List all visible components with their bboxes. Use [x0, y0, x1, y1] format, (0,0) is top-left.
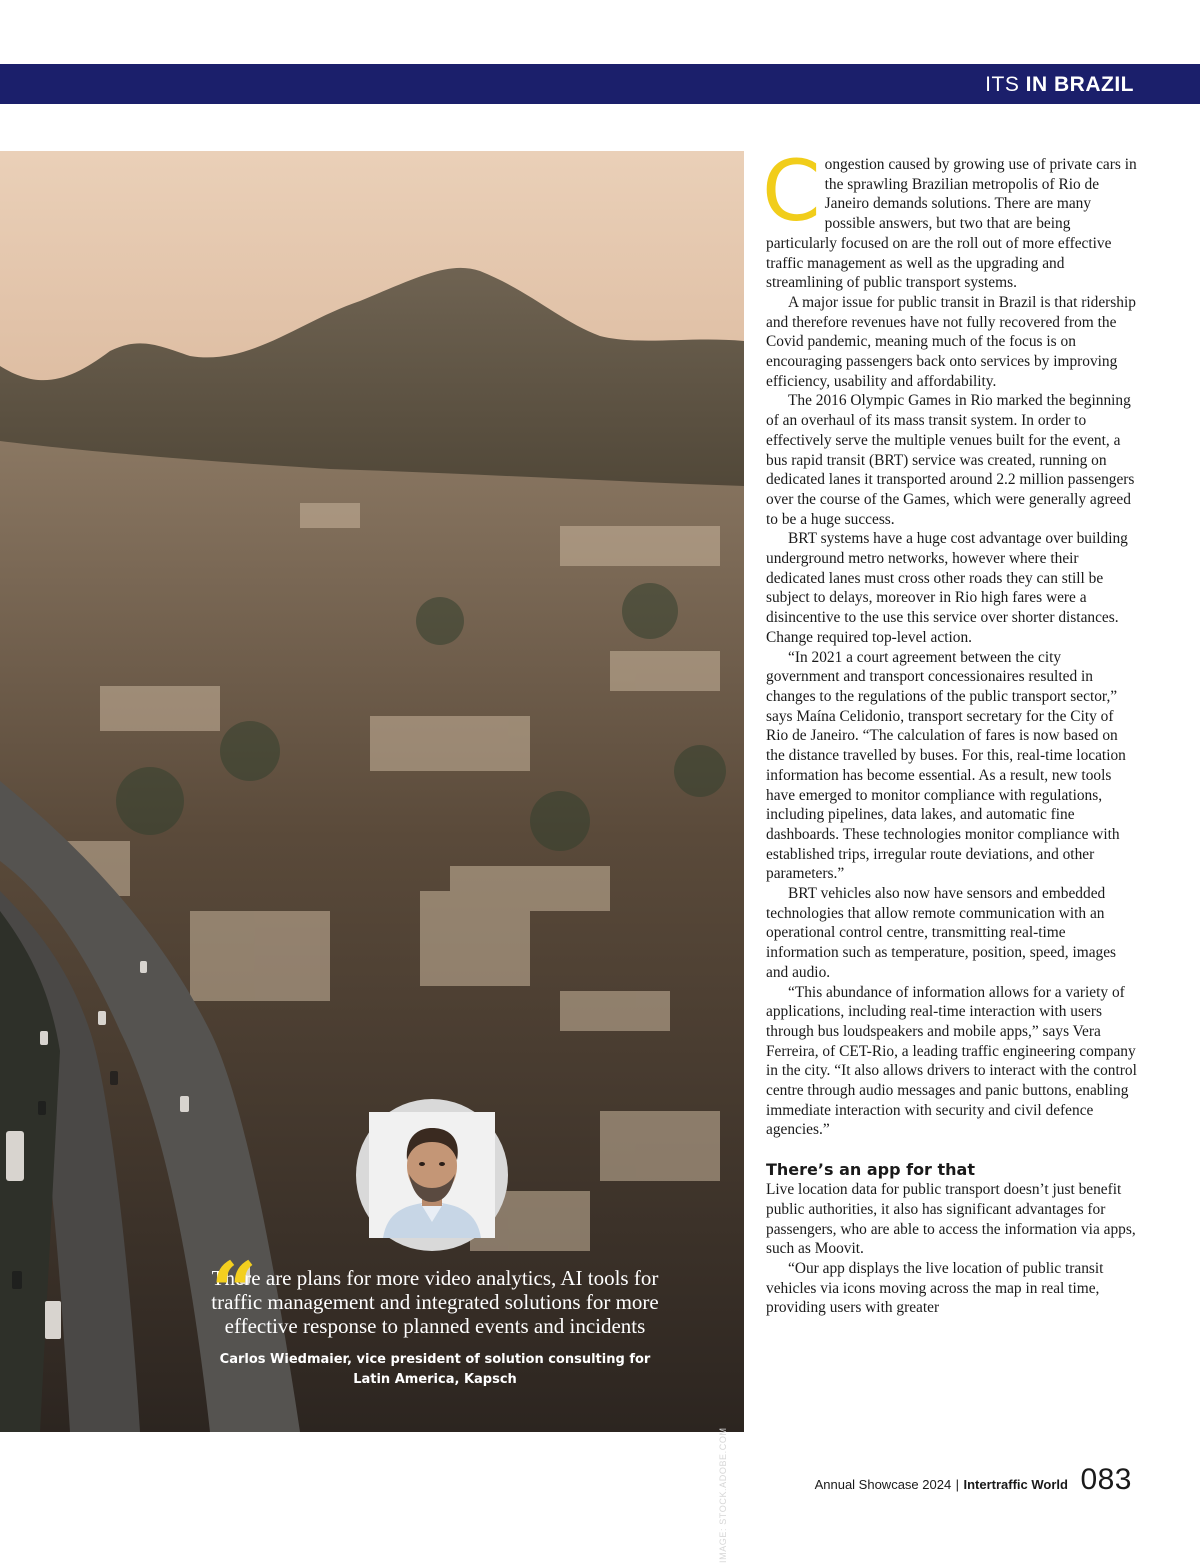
article-paragraph: BRT systems have a huge cost advantage over building underground metro networks, however where their dedicated lanes must cross other roads they can still be subject to delays, moreover in Rio high fares were a disincentive to the use this service over shorter distances. Change required top-level action.: [766, 530, 1128, 646]
section-title: [985, 72, 1134, 98]
article-paragraph: “This abundance of information allows for a variety of applications, including real-time interaction with users through bus loudspeakers and mobile apps,” says Vera Ferreira, of CET-Rio, a leading traffic engineering company in the city. “It also allows drivers to interact with the control centre through audio messages and panic buttons, enabling immediate interaction with security and civil defence agencies.”: [766, 983, 1137, 1139]
pull-quote-text: There are plans for more video analytics, AI tools for traffic management and integrated solutions for more effective response to planned events and incidents: [211, 1266, 659, 1338]
pull-quote-attribution: Carlos Wiedmaier, vice president of solution consulting for Latin America, Kapsch: [219, 1352, 651, 1387]
article-body: [762, 142, 1138, 1318]
speaker-portrait: [356, 1099, 508, 1251]
photo-credit: IMAGE: STOCK.ADOBE.COM: [718, 1427, 728, 1563]
footer-publication: Annual Showcase 2024: [814, 1477, 952, 1492]
photo-illustration: [0, 151, 744, 1432]
article-paragraph: BRT vehicles also now have sensors and embedded technologies that allow remote communication with an operational control centre, transmitting real-time information such as temperature, position, speed, images and audio.: [766, 885, 1117, 981]
article-paragraph: Live location data for public transport doesn’t just benefit public authorities, it also has significant advantages for passengers, who are able to access the information via apps, such as Moovit.: [766, 1181, 1136, 1258]
footer-magazine: Intertraffic World: [963, 1477, 1068, 1492]
article-paragraph: “Our app displays the live location of public transit vehicles via icons moving across the map in real time, providing users with greater: [766, 1259, 1104, 1317]
footer-separator: |: [955, 1477, 960, 1492]
drop-cap: C: [762, 142, 821, 240]
person-illustration: [369, 1112, 495, 1238]
hero-photo-rio-aerial: [0, 151, 744, 1563]
section-title-light: ITS: [985, 73, 1020, 96]
article-paragraph: Congestion caused by growing use of private cars in the sprawling Brazilian metropolis of Rio de Janeiro demands solutions. There are many possible answers, but two that are being particularly focused on are the roll out of more effective traffic management as well as the upgrading and streamlining of public transport systems.: [762, 142, 1137, 292]
speaker-photo: [369, 1112, 495, 1238]
article-paragraph: “In 2021 a court agreement between the city government and transport concessionaires resulted in changes to the regulations of the public transport sector,” says Maína Celidonio, transport secretary for the City of Rio de Janeiro. “The calculation of fares is now based on the distance travelled by buses. For this, real-time location information has become essential. As a result, new tools have emerged to monitor compliance with regulations, including pipelines, data lakes, and automatic fine dashboards. These technologies monitor compliance with established trips, irregular route deviations, and other parameters.”: [766, 648, 1126, 883]
pull-quote: [205, 1244, 665, 1390]
page-footer: [815, 1463, 1132, 1497]
section-title-bold: IN BRAZIL: [1025, 73, 1134, 96]
section-header-bar: [0, 64, 1200, 104]
article-subheading: There’s an app for that: [766, 1160, 975, 1180]
article-paragraph: A major issue for public transit in Brazil is that ridership and therefore revenues have not fully recovered from the Covid pandemic, meaning much of the focus is on encouraging passengers back onto services by improving efficiency, usability and affordability.: [766, 293, 1136, 390]
article-paragraph: The 2016 Olympic Games in Rio marked the beginning of an overhaul of its mass transit system. In order to effectively serve the multiple venues built for the event, a bus rapid transit (BRT) service was created, running on dedicated lanes it transported around 2.2 million passengers over the course of the Games, which were generally agreed to be a huge success.: [766, 392, 1135, 528]
quote-marks-icon: “: [211, 1244, 258, 1338]
page-number: 083: [1080, 1463, 1132, 1496]
